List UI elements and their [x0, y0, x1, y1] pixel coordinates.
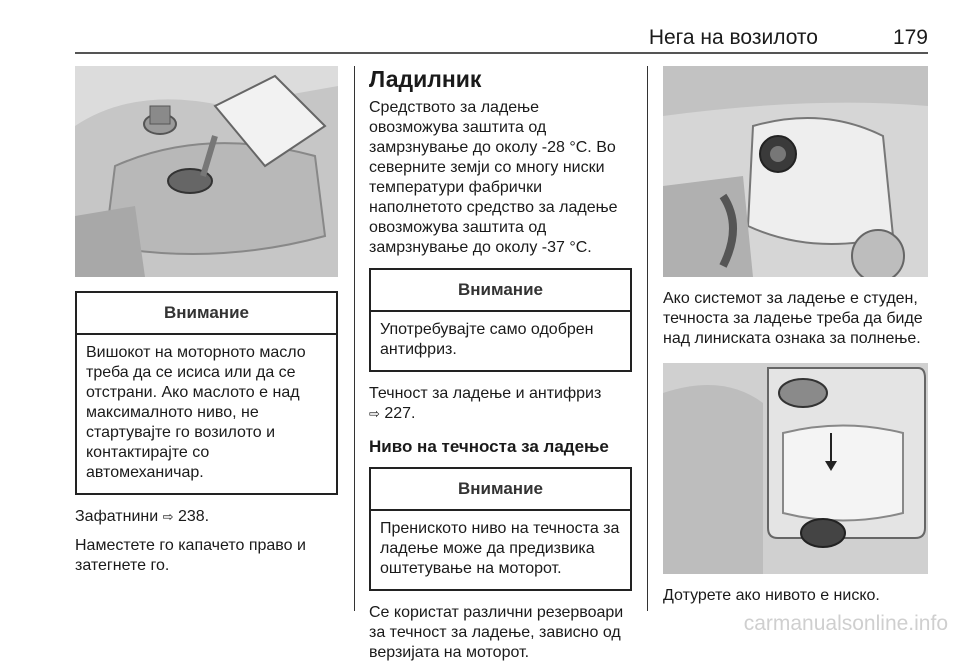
- arrow-icon: ⇨: [162, 510, 174, 525]
- page-number: 179: [892, 26, 928, 49]
- subsection-title: Ниво на течноста за ладење: [369, 437, 609, 456]
- reservoir-paragraph: Се користат различни резервоари за течност за ладење, зависно од верзијата на моторот.: [369, 604, 624, 661]
- arrow-icon: ⇨: [369, 407, 380, 422]
- reference-page: 238.: [177, 508, 210, 525]
- column-2: [369, 66, 632, 663]
- column-1: [75, 66, 338, 576]
- intro-paragraph: Средството за ладење овозможува заштита од замрзнување до околу -28 °C. Во северните земји со многу ниски температури фабрички наполнетото средство за ладење овозможува заштита од замрзнување до околу -37 °C.: [369, 99, 618, 256]
- top-up-paragraph: Дотурете ако нивото е ниско.: [663, 587, 880, 604]
- cold-system-paragraph: Ако системот за ладење е студен, течноста за ладење треба да биде над линиската ознака за полнење.: [663, 290, 923, 347]
- warning-box: [75, 291, 338, 495]
- warning-text: Пренискoто ниво на течноста за ладење може да предизвика оштетување на моторот.: [380, 520, 620, 577]
- column-divider: [647, 66, 648, 611]
- engine-oil-image: [75, 66, 338, 277]
- warning-heading: Внимание: [77, 293, 336, 335]
- warning-text: Вишокот на моторното масло треба да се исиса или да се отстрани. Ако маслото е над максималното ниво, не стартувајте го возилото и контактирајте со автомеханичар.: [86, 344, 306, 481]
- coolant-reservoir-image: [663, 66, 928, 277]
- reference-page: 227.: [384, 405, 416, 422]
- reference-label: Зафатнини: [75, 508, 159, 525]
- warning-box: [369, 268, 632, 372]
- page-title: Нега на возилото: [648, 26, 818, 49]
- capacity-reference[interactable]: [75, 507, 338, 528]
- column-divider: [354, 66, 355, 611]
- section-title: Ладилник: [369, 66, 482, 92]
- watermark: carmanualsonline.info: [743, 612, 948, 635]
- coolant-reference[interactable]: [369, 384, 632, 425]
- warning-heading: Внимание: [371, 270, 630, 312]
- warning-text: Употребувајте само одобрен антифриз.: [380, 321, 594, 358]
- reference-label: Течност за ладење и антифриз: [369, 385, 602, 402]
- column-3: [663, 66, 928, 606]
- instruction-paragraph: Наместете го капачето право и затегнете го.: [75, 537, 306, 574]
- coolant-level-image: [663, 363, 928, 574]
- warning-heading: Внимание: [371, 469, 630, 511]
- warning-box: [369, 467, 632, 591]
- page-header: [75, 18, 928, 54]
